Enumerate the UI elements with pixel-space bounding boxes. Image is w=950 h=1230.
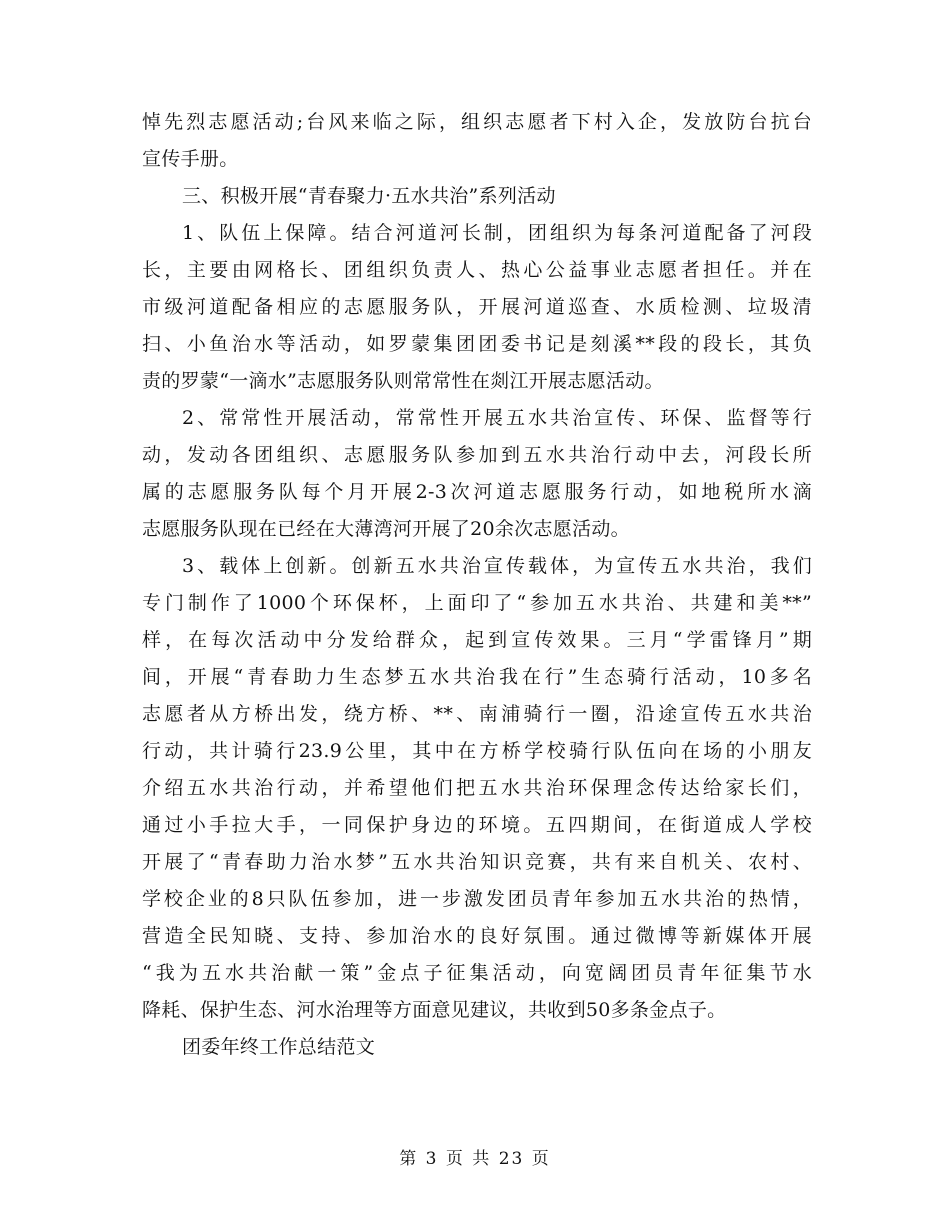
text-line: 行动，共计骑行23.9公里，其中在方桥学校骑行队伍向在场的小朋友 [142,740,812,762]
text-line: 动，发动各团组织、志愿服务队参加到五水共治行动中去，河段长所 [142,444,812,466]
text-line: “我为五水共治献一策”金点子征集活动，向宽阔团员青年征集节水 [142,962,812,984]
text-line: 样，在每次活动中分发给群众，起到宣传效果。三月“学雷锋月”期 [142,629,812,651]
text-line: 营造全民知晓、支持、参加治水的良好氛围。通过微博等新媒体开展 [142,925,812,947]
text-line: 通过小手拉大手，一同保护身边的环境。五四期间，在街道成人学校 [142,814,812,836]
paragraph-start-line: 1、队伍上保障。结合河道河长制，团组织为每条河道配备了河段 [182,222,812,244]
paragraph-start-line: 3、载体上创新。创新五水共治宣传载体，为宣传五水共治，我们 [182,555,812,577]
text-line: 介绍五水共治行动，并希望他们把五水共治环保理念传达给家长们， [142,777,812,799]
text-line: 专门制作了1000个环保杯，上面印了“参加五水共治、共建和美**” [142,592,812,614]
text-line: 责的罗蒙“一滴水”志愿服务队则常常性在剡江开展志愿活动。 [142,370,664,392]
text-line: 悼先烈志愿活动;台风来临之际，组织志愿者下村入企，发放防台抗台 [142,111,812,133]
text-line: 学校企业的8只队伍参加，进一步激发团员青年参加五水共治的热情， [142,888,812,910]
text-line: 志愿服务队现在已经在大薄湾河开展了20余次志愿活动。 [142,518,630,540]
text-line: 市级河道配备相应的志愿服务队，开展河道巡查、水质检测、垃圾清 [142,296,812,318]
text-line: 长，主要由网格长、团组织负责人、热心公益事业志愿者担任。并在 [142,259,812,281]
section-heading: 团委年终工作总结范文 [182,1036,376,1058]
text-line: 宣传手册。 [142,148,239,170]
text-line: 降耗、保护生态、河水治理等方面意见建议，共收到50多条金点子。 [142,999,727,1021]
text-line: 间，开展“青春助力生态梦五水共治我在行”生态骑行活动，10多名 [142,666,812,688]
document-body [142,104,812,1066]
text-line: 属的志愿服务队每个月开展2-3次河道志愿服务行动，如地税所水滴 [142,481,812,503]
text-line: 开展了“青春助力治水梦”五水共治知识竞赛，共有来自机关、农村、 [142,851,812,873]
section-heading: 三、积极开展“青春聚力·五水共治”系列活动 [182,185,556,207]
text-line: 扫、小鱼治水等活动，如罗蒙集团团委书记是刻溪**段的段长，其负 [142,333,812,355]
paragraph-start-line: 2、常常性开展活动，常常性开展五水共治宣传、环保、监督等行 [182,407,812,429]
text-line: 志愿者从方桥出发，绕方桥、**、南浦骑行一圈，沿途宣传五水共治 [142,703,812,725]
page-number-footer: 第 3 页 共 23 页 [399,1149,551,1169]
